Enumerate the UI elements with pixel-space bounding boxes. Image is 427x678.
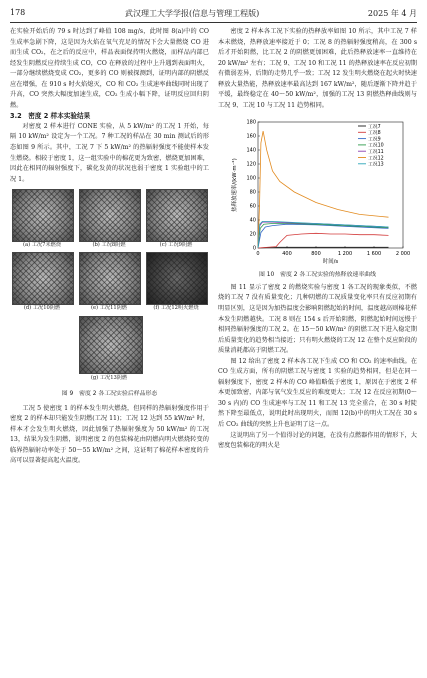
y-tick-label: 20 <box>249 232 256 239</box>
journal-name: 武汉理工大学学报(信息与管理工程版) <box>125 9 260 18</box>
left-column <box>10 27 209 467</box>
paragraph: 这说明出了另一个值得讨论的问题，在没有点燃器作用的情形下，大密度包装棉花的明火是 <box>218 431 417 450</box>
y-tick-label: 160 <box>246 134 256 141</box>
x-tick-label: 1 600 <box>366 251 382 258</box>
y-tick-label: 60 <box>249 204 256 211</box>
paragraph: 图 12 给出了密度 2 样本各工况下生成 CO 和 CO₂ 的速率曲线。在 CO 生成方面，所有的阴燃工况与密度 1 实验的趋势相同，但是在同一辐射强度下，密度 2 样本的 CO 峰值略低于密度 1，原因在于密度 2 样本更加致密，内部与氧气发生反应的难度更大；工况 12 在反应初期(0～30 s 内)的 CO 生成速率与工况 11 和工况 13 完全重合，在 30 s 时陡然下降至最低点，说明此时出现明火，而图 12(b)中的明火工况在 30 s 后 CO₂ 曲线的突然上升也证明了这一点。 <box>218 357 417 429</box>
sample-photo-f <box>146 252 208 305</box>
photo-label-c: (c) 工况9阴燃 <box>159 242 193 249</box>
plot-frame <box>258 122 403 248</box>
header-rule <box>10 22 417 23</box>
paragraph: 对密度 2 样本进行 CONE 实验，从 5 kW/m² 的工况 1 开始，每隔 10 kW/m² 设定为一个工况。7 种工况的样品在 30 min 测试后的形态如图 9 所示。其中，工况 7 下 5 kW/m² 的热辐射强度不能使样本发生燃烧。相较于密度 1，这一组实验中的棉花更为致密，燃烧更加困难，因此在相同的辐射强度下，碳化发黄的状况也弱于密度 1 实验组中的工况 1。 <box>10 122 209 183</box>
hrr-line-chart <box>218 114 417 270</box>
figure-9-caption: 图 9 密度 2 各工况实验后样品形态 <box>61 391 158 398</box>
legend-label: 工况13 <box>368 162 384 168</box>
section-heading: 3.2 密度 2 样本实验结果 <box>10 112 91 121</box>
legend-label: 工况8 <box>368 131 381 137</box>
y-tick-label: 40 <box>249 218 256 225</box>
figure-10-caption: 图 10 密度 2 各工况实验的热释放速率曲线 <box>258 272 376 279</box>
right-column <box>218 27 417 452</box>
photo-label-g: (g) 工况13阴燃 <box>90 375 128 382</box>
y-tick-label: 100 <box>246 176 256 183</box>
series-line <box>258 234 389 249</box>
paragraph: 图 11 显示了密度 2 的燃烧实验与密度 1 各工况的现象类似，不燃烧的工况 7 没有质量变化；几种阴燃的工况质量变化率只有反应初期有明显区别，这是因为加热温度会影响阴燃起始的时间，温度越高则棉花样本发生阴燃越快。工况 8 则在 154 s 后开始阴燃，阴燃起始时间远慢于相同热辐射强度的工况 2。在 15～50 kW/m² 的阴燃工况下进入稳定期后质量变化的趋势相当接近；只有明火燃烧的工况 12 在整个反应阶段的质量消耗都高于阴燃工况。 <box>218 283 417 355</box>
sample-photo-a <box>12 189 74 242</box>
sample-photo-c <box>146 189 208 242</box>
photo-label-a: (a) 工况7未燃烧 <box>22 242 62 249</box>
legend-label: 工况7 <box>368 125 381 131</box>
y-tick-label: 180 <box>246 120 256 127</box>
sample-photo-g <box>79 316 143 374</box>
photo-label-e: (e) 工况11阴燃 <box>90 305 128 312</box>
figure-9-photos <box>10 189 209 412</box>
legend-label: 工况12 <box>368 156 384 162</box>
y-axis-label: 热释放速率/(kW·m⁻²) <box>232 158 238 213</box>
legend-label: 工况11 <box>368 150 384 156</box>
photo-label-b: (b) 工况8阴燃 <box>92 242 126 249</box>
legend-label: 工况9 <box>368 137 381 143</box>
photo-label-d: (d) 工况10阴燃 <box>23 305 61 312</box>
x-tick-label: 1 200 <box>337 251 353 258</box>
y-tick-label: 0 <box>252 246 256 253</box>
paragraph: 工况 5 使密度 1 的样本发生明火燃烧，但同样的热辐射强度作用于密度 2 的样本却只能发生阴燃(工况 11)；工况 12 达到 55 kW/m² 时，样本才会发生明火燃烧，因此加强了热辐射强度为 50 kW/m² 的工况 13，结果为发生阴燃，说明密度 2 的包装棉花由阴燃向明火燃烧转变的临界热辐射功率处于 50～55 kW/m² 之间，这证明了棉花样本密度的升高可以显著提高起火温度。 <box>10 404 209 465</box>
page-number: 178 <box>10 8 26 17</box>
x-tick-label: 0 <box>256 251 260 258</box>
photo-label-f: (f) 工况12明火燃烧 <box>153 305 199 312</box>
y-tick-label: 120 <box>246 162 256 169</box>
paragraph: 在实验开始后的 79 s 时达到了峰值 108 mg/s，此时图 8(a)中的 CO 生成率急剧下降，这是因为火焰在氧气充足的情况下会大量燃烧 CO 进而生成 CO₂，在之后的反应中，样品表面保持明火燃烧，而样品内部已经发生阴燃反应持续生成 CO，CO 在释放的过程中上升遇到表面明火，一部分继续燃烧变成 CO₂，更多的 CO 则被探测到，证明内部的阴燃反应在增强，在 910 s 时火焰熄灭，CO 和 CO₂ 生成速率曲线同时出现了升高，CO 突然大幅度加速生成，CO₂ 生成小幅下降，证明反应回归阴燃。 <box>10 28 209 109</box>
y-tick-label: 80 <box>249 190 256 197</box>
sample-photo-b <box>79 189 141 242</box>
running-header <box>10 7 417 21</box>
x-tick-label: 800 <box>311 251 321 258</box>
sample-photo-d <box>12 252 74 305</box>
paragraph: 密度 2 样本各工况下实验的热释放率如图 10 所示，其中工况 7 样本未燃烧，热释放速率接近于 0；工况 8 的热辐射强度稍高，在 300 s 后才开始阴燃，比工况 2 的阴燃更加困难，此后热释放速率一直维持在 20 kW/m² 左右；工况 9、工况 10 和工况 11 的热释放速率在反应初期有微弱差异，后期的走势几乎一致；工况 12 发生明火燃烧在起火时快速释放大量热能，热释放速率最高达到 167 kW/m²，随后逐渐下降并趋于平缓，最终稳定在 40～50 kW/m²，加强的工况 13 阴燃热释曲线则与工况 9、工况 10 与工况 11 趋势相同。 <box>218 28 417 109</box>
figure-10-chart <box>218 114 417 270</box>
x-tick-label: 400 <box>282 251 292 258</box>
x-axis-label: 时间/s <box>322 259 339 266</box>
x-tick-label: 2 000 <box>395 251 411 258</box>
legend-label: 工况10 <box>368 144 384 150</box>
issue-date: 2025 年 4 月 <box>367 9 417 18</box>
sample-photo-e <box>79 252 141 305</box>
y-tick-label: 140 <box>246 148 256 155</box>
